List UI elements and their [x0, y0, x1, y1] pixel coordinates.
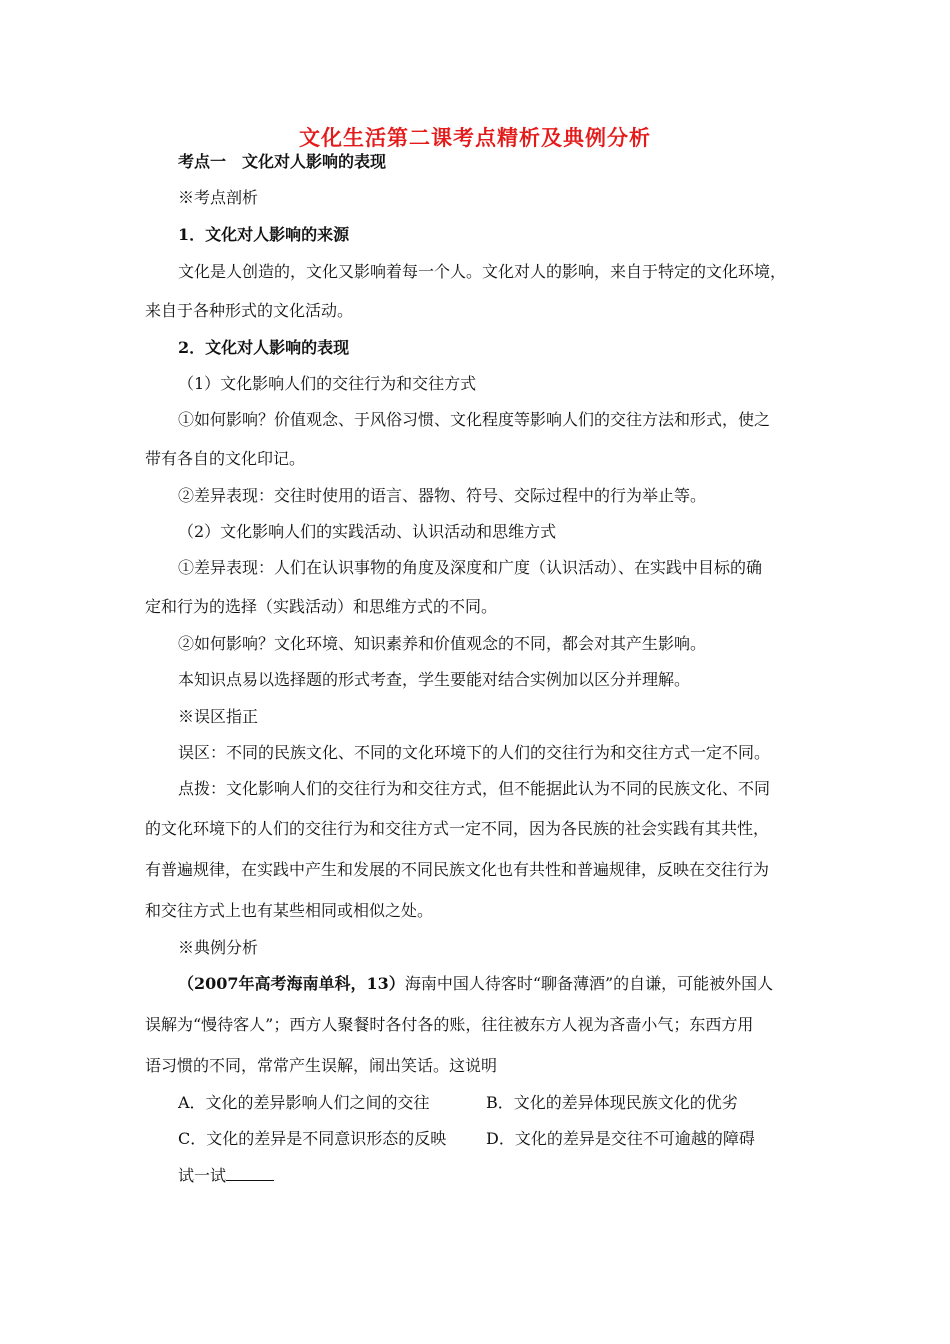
study-note: 本知识点易以选择题的形式考查，学生要能对结合实例加以区分并理解。 — [178, 670, 691, 689]
options-row1 — [178, 1093, 798, 1113]
section2-sub1-item1-line1: ①如何影响？价值观念、于风俗习惯、文化程度等影响人们的交往方法和形式，使之 — [178, 410, 771, 429]
section2-sub1-item2: ②差异表现：交往时使用的语言、器物、符号、交际过程中的行为举止等。 — [178, 486, 707, 505]
section2-heading: 2．文化对人影响的表现 — [178, 338, 350, 357]
dianbo-line2: 的文化环境下的人们的交往行为和交往方式一定不同，因为各民族的社会实践有其共性， — [145, 819, 770, 838]
section2-sub1: （1）文化影响人们的交往行为和交往方式 — [178, 374, 477, 393]
section2-sub2-item2: ②如何影响？文化环境、知识素养和价值观念的不同，都会对其产生影响。 — [178, 634, 707, 653]
section1-para-line2: 来自于各种形式的文化活动。 — [145, 301, 354, 320]
question-source: （2007年高考海南单科，13） — [178, 974, 405, 993]
section1-heading: 1．文化对人影响的来源 — [178, 225, 350, 244]
options-row2 — [178, 1129, 798, 1149]
document-title: 文化生活第二课考点精析及典例分析 — [299, 125, 651, 150]
dianbo-line4: 和交往方式上也有某些相同或相似之处。 — [145, 901, 434, 920]
question-line3: 语习惯的不同，常常产生误解，闹出笑话。这说明 — [145, 1056, 498, 1075]
option-a: A．文化的差异影响人们之间的交往 — [178, 1093, 430, 1112]
section2-sub2: （2）文化影响人们的实践活动、认识活动和思维方式 — [178, 522, 557, 541]
section2-sub1-item1-line2: 带有各自的文化印记。 — [145, 449, 306, 468]
wuqu-text: 误区：不同的民族文化、不同的文化环境下的人们的交往行为和交往方式一定不同。 — [178, 743, 771, 762]
try-label: 试一试 — [178, 1166, 227, 1185]
option-c: C．文化的差异是不同意识形态的反映 — [178, 1129, 447, 1148]
try-line — [178, 1166, 274, 1186]
question-line2: 误解为“慢待客人”；西方人聚餐时各付各的账，往往被东方人视为吝啬小气；东西方用 — [145, 1015, 754, 1034]
dianbo-line3: 有普遍规律，在实践中产生和发展的不同民族文化也有共性和普遍规律，反映在交往行为 — [145, 860, 770, 879]
option-d: D．文化的差异是交往不可逾越的障碍 — [486, 1129, 755, 1148]
question-line1 — [178, 974, 773, 994]
option-b: B．文化的差异体现民族文化的优劣 — [486, 1093, 738, 1112]
wuqu-label: ※误区指正 — [178, 707, 259, 726]
dianli-label: ※典例分析 — [178, 938, 259, 957]
section2-sub2-item1-line2: 定和行为的选择（实践活动）和思维方式的不同。 — [145, 597, 498, 616]
answer-blank — [226, 1166, 274, 1181]
section1-para-line1: 文化是人创造的，文化又影响着每一个人。文化对人的影响，来自于特定的文化环境， — [178, 262, 787, 281]
dianbo-line1: 点拨：文化影响人们的交往行为和交往方式，但不能据此认为不同的民族文化、不同 — [178, 779, 771, 798]
kaodian1-heading: 考点一 文化对人影响的表现 — [178, 152, 387, 171]
pouxi-label: ※考点剖析 — [178, 188, 259, 207]
question-text-part1: 海南中国人待客时“聊备薄酒”的自谦，可能被外国人 — [404, 974, 774, 993]
section2-sub2-item1-line1: ①差异表现：人们在认识事物的角度及深度和广度（认识活动）、在实践中目标的确 — [178, 558, 763, 577]
